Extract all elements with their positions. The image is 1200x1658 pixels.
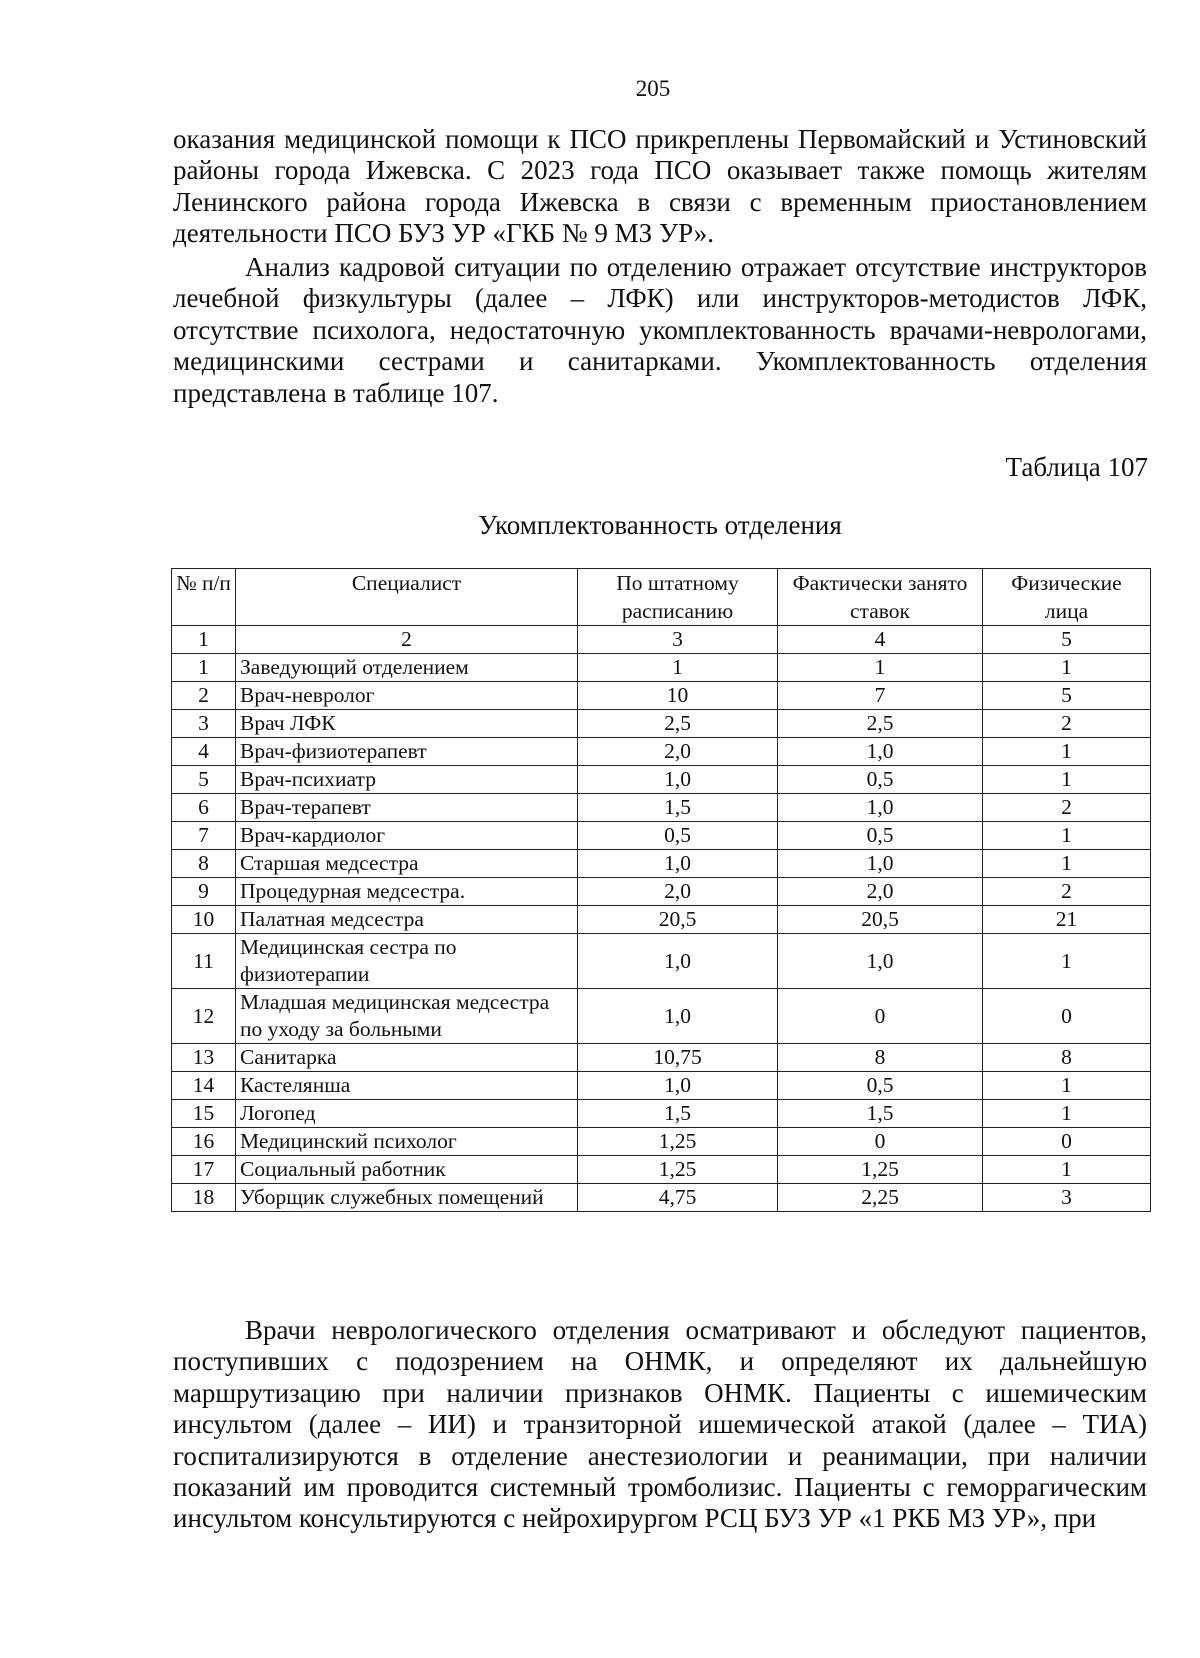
cell-persons: 3 [983, 1184, 1151, 1212]
cell-occupied: 0 [778, 989, 983, 1044]
page-number: 205 [635, 76, 671, 101]
table-row [172, 1072, 1151, 1100]
cell-occupied: 0,5 [778, 822, 983, 850]
cell-specialist: Врач-психиатр [236, 766, 578, 794]
table-row [172, 1044, 1151, 1072]
cell-specialist: Социальный работник [236, 1156, 578, 1184]
cell-planned: 1,0 [578, 934, 778, 989]
cell-occupied: 2,25 [778, 1184, 983, 1212]
table-row [172, 1128, 1151, 1156]
table-title: Укомплектованность отделения [478, 510, 842, 540]
cell-number: 18 [172, 1184, 236, 1212]
cell-occupied: 2,5 [778, 710, 983, 738]
column-number-row [172, 626, 1151, 654]
cell-planned: 4,75 [578, 1184, 778, 1212]
cell-specialist: Медицинский психолог [236, 1128, 578, 1156]
cell-persons: 1 [983, 822, 1151, 850]
header-occupied: Фактически занято ставок [778, 569, 983, 626]
cell-number: 13 [172, 1044, 236, 1072]
cell-persons: 2 [983, 878, 1151, 906]
paragraph-2: Анализ кадровой ситуации по отделению отражает отсутствие инструкторов лечебной физкультуры (далее – ЛФК) или инструкторов-методистов ЛФК, отсутствие психолога, недостаточную укомплектованность врачами-неврологами, медицинскими сестрами и санитарками. Укомплектованность отделения представлена в таблице 107. [173, 252, 1147, 408]
cell-occupied: 1 [778, 654, 983, 682]
header-specialist: Специалист [236, 569, 578, 626]
cell-number: 6 [172, 794, 236, 822]
table-row [172, 710, 1151, 738]
paragraph-1: оказания медицинской помощи к ПСО прикреплены Первомайский и Устиновский районы города Ижевска. С 2023 года ПСО оказывает также помощь жителям Ленинского района города Ижевска в связи с временным приостановлением деятельности ПСО БУЗ УР «ГКБ № 9 МЗ УР». [173, 124, 1147, 249]
cell-persons: 1 [983, 738, 1151, 766]
table-row [172, 989, 1151, 1044]
cell-number: 10 [172, 906, 236, 934]
cell-planned: 1,5 [578, 794, 778, 822]
table-row [172, 822, 1151, 850]
cell-occupied: 0,5 [778, 1072, 983, 1100]
cell-number: 2 [172, 682, 236, 710]
cell-number: 12 [172, 989, 236, 1044]
cell-specialist: Кастелянша [236, 1072, 578, 1100]
cell-occupied: 1,5 [778, 1100, 983, 1128]
cell-occupied: 1,0 [778, 738, 983, 766]
cell-occupied: 1,0 [778, 850, 983, 878]
cell-persons: 5 [983, 682, 1151, 710]
cell-planned: 10,75 [578, 1044, 778, 1072]
cell-number: 14 [172, 1072, 236, 1100]
cell-occupied: 1,25 [778, 1156, 983, 1184]
cell-specialist: Врач ЛФК [236, 710, 578, 738]
column-number: 3 [578, 626, 778, 654]
cell-specialist: Врач-кардиолог [236, 822, 578, 850]
cell-planned: 2,0 [578, 738, 778, 766]
paragraph-3: Врачи неврологического отделения осматривают и обследуют пациентов, поступивших с подозрением на ОНМК, и определяют их дальнейшую маршрутизацию при наличии признаков ОНМК. Пациенты с ишемическим инсультом (далее – ИИ) и транзиторной ишемической атакой (далее – ТИА) госпитализируются в отделение анестезиологии и реанимации, при наличии показаний им проводится системный тромболизис. Пациенты с геморрагическим инсультом консультируются с нейрохирургом РСЦ БУЗ УР «1 РКБ МЗ УР», при [173, 1315, 1147, 1534]
cell-specialist: Врач-невролог [236, 682, 578, 710]
cell-specialist: Логопед [236, 1100, 578, 1128]
cell-persons: 1 [983, 1072, 1151, 1100]
cell-planned: 1,0 [578, 850, 778, 878]
table-row [172, 878, 1151, 906]
table-row [172, 654, 1151, 682]
cell-persons: 1 [983, 850, 1151, 878]
cell-persons: 1 [983, 654, 1151, 682]
table-row [172, 906, 1151, 934]
table-row [172, 850, 1151, 878]
cell-persons: 1 [983, 934, 1151, 989]
column-number: 1 [172, 626, 236, 654]
cell-occupied: 7 [778, 682, 983, 710]
cell-number: 8 [172, 850, 236, 878]
column-number: 2 [236, 626, 578, 654]
cell-occupied: 8 [778, 1044, 983, 1072]
header-number: № п/п [172, 569, 236, 626]
cell-occupied: 2,0 [778, 878, 983, 906]
cell-persons: 0 [983, 989, 1151, 1044]
table-row [172, 1100, 1151, 1128]
cell-planned: 20,5 [578, 906, 778, 934]
cell-planned: 1,0 [578, 1072, 778, 1100]
cell-planned: 1,0 [578, 989, 778, 1044]
cell-number: 15 [172, 1100, 236, 1128]
cell-specialist: Уборщик служебных помещений [236, 1184, 578, 1212]
cell-persons: 2 [983, 710, 1151, 738]
cell-specialist: Санитарка [236, 1044, 578, 1072]
cell-number: 4 [172, 738, 236, 766]
cell-occupied: 1,0 [778, 934, 983, 989]
cell-occupied: 20,5 [778, 906, 983, 934]
cell-persons: 0 [983, 1128, 1151, 1156]
cell-planned: 1 [578, 654, 778, 682]
cell-number: 7 [172, 822, 236, 850]
cell-number: 17 [172, 1156, 236, 1184]
cell-planned: 1,25 [578, 1156, 778, 1184]
cell-number: 5 [172, 766, 236, 794]
cell-specialist: Младшая медицинская медсестра по уходу за больными [236, 989, 578, 1044]
cell-number: 3 [172, 710, 236, 738]
table-row [172, 1184, 1151, 1212]
cell-planned: 2,0 [578, 878, 778, 906]
cell-planned: 10 [578, 682, 778, 710]
cell-planned: 2,5 [578, 710, 778, 738]
cell-persons: 1 [983, 1100, 1151, 1128]
cell-planned: 1,25 [578, 1128, 778, 1156]
cell-persons: 21 [983, 906, 1151, 934]
cell-persons: 2 [983, 794, 1151, 822]
cell-planned: 1,5 [578, 1100, 778, 1128]
cell-persons: 8 [983, 1044, 1151, 1072]
cell-planned: 1,0 [578, 766, 778, 794]
cell-planned: 0,5 [578, 822, 778, 850]
table-row [172, 682, 1151, 710]
cell-specialist: Палатная медсестра [236, 906, 578, 934]
cell-persons: 1 [983, 1156, 1151, 1184]
column-number: 4 [778, 626, 983, 654]
cell-specialist: Процедурная медсестра. [236, 878, 578, 906]
table-row [172, 738, 1151, 766]
table-row [172, 766, 1151, 794]
cell-occupied: 1,0 [778, 794, 983, 822]
cell-number: 9 [172, 878, 236, 906]
cell-specialist: Врач-физиотерапевт [236, 738, 578, 766]
column-number: 5 [983, 626, 1151, 654]
cell-specialist: Медицинская сестра по физиотерапии [236, 934, 578, 989]
cell-specialist: Старшая медсестра [236, 850, 578, 878]
staffing-table [171, 568, 1151, 1212]
header-persons: Физические лица [983, 569, 1151, 626]
cell-number: 1 [172, 654, 236, 682]
cell-occupied: 0 [778, 1128, 983, 1156]
cell-number: 11 [172, 934, 236, 989]
cell-specialist: Заведующий отделением [236, 654, 578, 682]
table-label: Таблица 107 [1005, 452, 1148, 482]
table-row [172, 794, 1151, 822]
table-row [172, 934, 1151, 989]
table-row [172, 1156, 1151, 1184]
table-header-row [172, 569, 1151, 626]
cell-persons: 1 [983, 766, 1151, 794]
cell-number: 16 [172, 1128, 236, 1156]
cell-occupied: 0,5 [778, 766, 983, 794]
cell-specialist: Врач-терапевт [236, 794, 578, 822]
header-planned: По штатному расписанию [578, 569, 778, 626]
